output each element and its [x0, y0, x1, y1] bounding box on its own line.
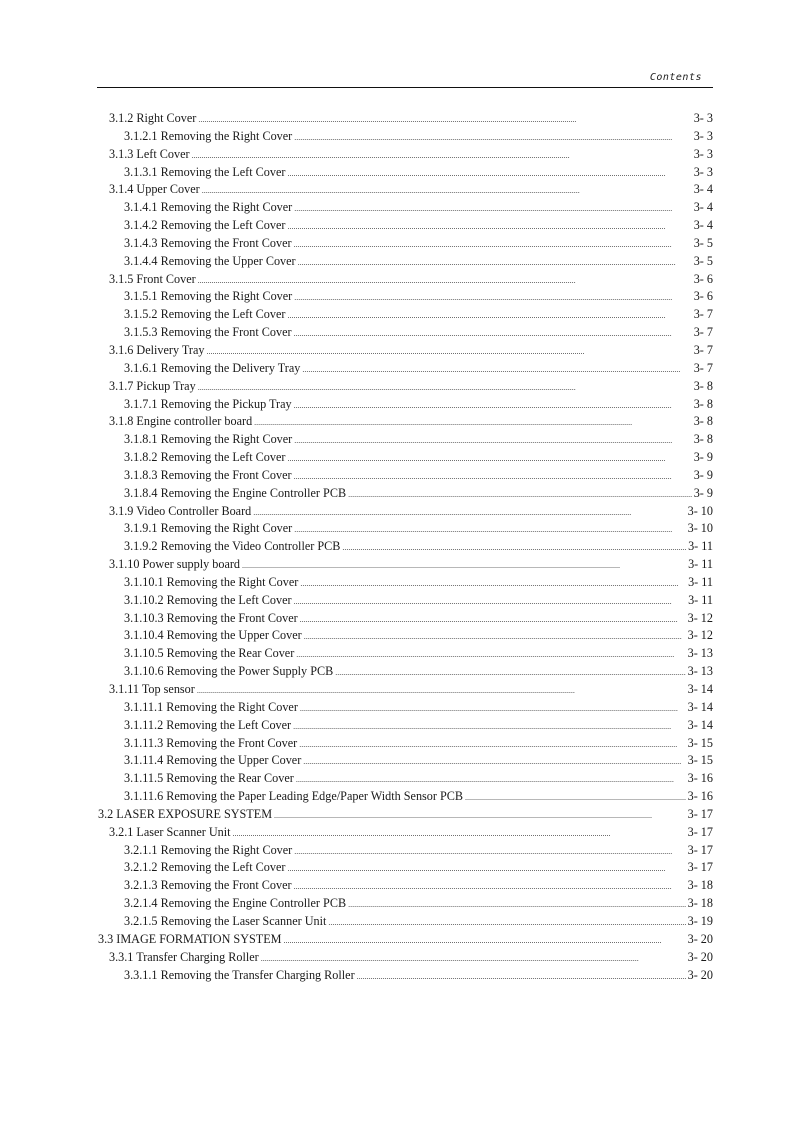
- toc-entry[interactable]: [97, 342, 713, 360]
- toc-entry-page: 3- 7: [693, 325, 713, 340]
- toc-entry-page: 3- 11: [688, 539, 713, 554]
- toc-dot-leader: [284, 932, 686, 950]
- toc-entry[interactable]: [97, 110, 713, 128]
- toc-dot-leader: [328, 914, 685, 932]
- toc-entry-page: 3- 3: [693, 111, 713, 125]
- toc-dot-leader: [287, 307, 691, 325]
- toc-entry-label: 3.1.11.6 Removing the Paper Leading Edge/Paper Width Sensor PCB: [124, 789, 464, 804]
- toc-entry-label: 3.1.10 Power supply board: [109, 557, 241, 572]
- toc-entry[interactable]: [97, 895, 713, 913]
- toc-entry[interactable]: [97, 146, 713, 164]
- toc-entry[interactable]: [97, 967, 713, 985]
- toc-entry-label: 3.2.1 Laser Scanner Unit: [109, 824, 231, 839]
- toc-entry-page: 3- 7: [693, 342, 713, 357]
- toc-dot-leader: [287, 860, 685, 878]
- toc-entry-label: 3.1.4.3 Removing the Front Cover: [124, 235, 292, 250]
- toc-entry-page: 3- 11: [688, 574, 713, 589]
- toc-entry-page: 3- 5: [693, 253, 713, 268]
- toc-dot-leader: [233, 825, 686, 843]
- toc-dot-leader: [294, 521, 685, 539]
- toc-entry-label: 3.1.5.3 Removing the Front Cover: [124, 325, 292, 340]
- toc-entry-label: 3.1.7.1 Removing the Pickup Tray: [124, 396, 292, 411]
- toc-dot-leader: [357, 968, 686, 986]
- toc-entry-label: 3.1.10.4 Removing the Upper Cover: [124, 628, 302, 643]
- toc-dot-leader: [294, 468, 692, 486]
- toc-entry-label: 3.2.1.3 Removing the Front Cover: [124, 878, 292, 893]
- toc-dot-leader: [261, 950, 686, 968]
- toc-entry-label: 3.1.8.1 Removing the Right Cover: [124, 432, 293, 447]
- toc-entry-page: 3- 12: [687, 610, 713, 625]
- toc-entry[interactable]: [97, 717, 713, 735]
- toc-entry[interactable]: [97, 164, 713, 182]
- toc-entry-page: 3- 13: [687, 664, 713, 679]
- toc-entry-label: 3.1.10.5 Removing the Rear Cover: [124, 646, 295, 661]
- toc-entry-label: 3.3 IMAGE FORMATION SYSTEM: [98, 931, 282, 946]
- toc-entry-page: 3- 9: [693, 450, 713, 465]
- toc-entry-page: 3- 6: [693, 289, 713, 304]
- toc-entry[interactable]: [97, 877, 713, 895]
- toc-entry-label: 3.1.11 Top sensor: [109, 682, 195, 696]
- toc-entry[interactable]: [97, 627, 713, 645]
- toc-entry[interactable]: [97, 324, 713, 342]
- toc-entry[interactable]: [97, 271, 713, 289]
- toc-entry[interactable]: [97, 931, 713, 949]
- toc-entry[interactable]: [97, 842, 713, 860]
- toc-entry-page: 3- 16: [687, 771, 713, 786]
- toc-dot-leader: [192, 147, 692, 165]
- toc-entry-page: 3- 14: [687, 682, 713, 696]
- toc-dot-leader: [348, 896, 686, 914]
- toc-entry-page: 3- 16: [687, 789, 713, 804]
- toc-entry-page: 3- 20: [687, 931, 713, 946]
- toc-entry-label: 3.1.6.1 Removing the Delivery Tray: [124, 360, 301, 375]
- toc-dot-leader: [197, 682, 686, 700]
- toc-entry-page: 3- 14: [687, 717, 713, 732]
- toc-dot-leader: [299, 736, 685, 754]
- toc-entry[interactable]: [97, 806, 713, 824]
- toc-entry[interactable]: [97, 431, 713, 449]
- toc-entry[interactable]: [97, 128, 713, 146]
- toc-entry[interactable]: [97, 520, 713, 538]
- toc-entry-label: 3.1.4 Upper Cover: [109, 182, 200, 197]
- toc-entry[interactable]: [97, 681, 713, 699]
- toc-dot-leader: [294, 200, 691, 218]
- toc-dot-leader: [287, 165, 691, 183]
- toc-dot-leader: [294, 325, 692, 343]
- toc-entry-page: 3- 5: [693, 235, 713, 250]
- toc-entry-page: 3- 9: [693, 467, 713, 482]
- toc-dot-leader: [296, 646, 685, 664]
- toc-dot-leader: [198, 272, 692, 290]
- toc-dot-leader: [294, 432, 691, 450]
- toc-entry[interactable]: [97, 556, 713, 574]
- toc-entry[interactable]: [97, 610, 713, 628]
- toc-dot-leader: [303, 753, 685, 771]
- toc-entry-label: 3.1.4.4 Removing the Upper Cover: [124, 253, 296, 268]
- toc-entry-page: 3- 19: [687, 913, 713, 928]
- toc-dot-leader: [300, 700, 686, 718]
- toc-entry[interactable]: [97, 788, 713, 806]
- toc-entry[interactable]: [97, 752, 713, 770]
- toc-entry-page: 3- 3: [693, 128, 713, 143]
- toc-entry-label: 3.2.1.2 Removing the Left Cover: [124, 860, 286, 875]
- toc-entry[interactable]: [97, 253, 713, 271]
- toc-entry-label: 3.1.11.3 Removing the Front Cover: [124, 735, 298, 750]
- toc-entry-label: 3.3.1 Transfer Charging Roller: [109, 949, 259, 964]
- toc-entry-page: 3- 11: [688, 592, 713, 607]
- toc-entry-label: 3.1.11.5 Removing the Rear Cover: [124, 771, 294, 786]
- toc-dot-leader: [242, 557, 686, 575]
- toc-entry-label: 3.2.1.4 Removing the Engine Controller PCB: [124, 896, 347, 911]
- toc-entry-label: 3.1.6 Delivery Tray: [109, 342, 205, 357]
- toc-entry-page: 3- 8: [693, 378, 713, 393]
- toc-entry[interactable]: [97, 770, 713, 788]
- toc-entry-label: 3.1.5.2 Removing the Left Cover: [124, 307, 286, 322]
- toc-entry[interactable]: [97, 663, 713, 681]
- toc-entry-page: 3- 20: [687, 967, 713, 982]
- toc-entry-label: 3.2.1.1 Removing the Right Cover: [124, 842, 293, 857]
- toc-entry[interactable]: [97, 199, 713, 217]
- toc-entry[interactable]: [97, 824, 713, 842]
- toc-entry-label: 3.1.5 Front Cover: [109, 271, 196, 286]
- toc-dot-leader: [198, 111, 691, 129]
- toc-entry[interactable]: [97, 181, 713, 199]
- toc-entry-page: 3- 4: [693, 200, 713, 215]
- toc-dot-leader: [294, 397, 692, 415]
- toc-entry-page: 3- 17: [687, 842, 713, 857]
- toc-entry[interactable]: [97, 699, 713, 717]
- toc-dot-leader: [293, 718, 686, 736]
- toc-entry-label: 3.1.10.2 Removing the Left Cover: [124, 592, 292, 607]
- toc-entry-label: 3.1.10.6 Removing the Power Supply PCB: [124, 664, 334, 679]
- toc-entry[interactable]: [97, 217, 713, 235]
- toc-dot-leader: [198, 379, 692, 397]
- toc-dot-leader: [274, 807, 686, 825]
- toc-entry-label: 3.1.4.2 Removing the Left Cover: [124, 218, 286, 233]
- toc-entry-label: 3.1.8.2 Removing the Left Cover: [124, 450, 286, 465]
- toc-dot-leader: [342, 539, 686, 557]
- toc-dot-leader: [300, 611, 686, 629]
- toc-entry-page: 3- 17: [687, 806, 713, 821]
- page-header: [97, 70, 712, 88]
- toc-entry-label: 3.1.5.1 Removing the Right Cover: [124, 289, 293, 304]
- toc-entry-page: 3- 4: [693, 218, 713, 233]
- toc-entry-page: 3- 18: [687, 878, 713, 893]
- toc-dot-leader: [296, 771, 686, 789]
- toc-entry-label: 3.1.11.2 Removing the Left Cover: [124, 717, 292, 732]
- toc-entry[interactable]: [97, 538, 713, 556]
- toc-dot-leader: [294, 236, 692, 254]
- toc-entry[interactable]: [97, 949, 713, 967]
- toc-entry-label: 3.1.11.1 Removing the Right Cover: [124, 699, 298, 714]
- toc-dot-leader: [348, 486, 692, 504]
- toc-dot-leader: [287, 450, 691, 468]
- toc-dot-leader: [300, 575, 686, 593]
- toc-entry-label: 3.1.10.3 Removing the Front Cover: [124, 610, 298, 625]
- toc-entry-page: 3- 8: [693, 432, 713, 447]
- toc-entry-page: 3- 8: [693, 414, 713, 429]
- toc-entry[interactable]: [97, 378, 713, 396]
- toc-entry-page: 3- 17: [687, 860, 713, 875]
- toc-entry-label: 3.1.8 Engine controller board: [109, 414, 253, 429]
- toc-entry-label: 3.1.10.1 Removing the Right Cover: [124, 574, 299, 589]
- toc-entry-page: 3- 8: [693, 396, 713, 411]
- toc-entry[interactable]: [97, 859, 713, 877]
- toc-entry[interactable]: [97, 306, 713, 324]
- toc-dot-leader: [287, 218, 691, 236]
- toc-entry-label: 3.1.3.1 Removing the Left Cover: [124, 164, 286, 179]
- toc-dot-leader: [304, 628, 686, 646]
- toc-entry-page: 3- 6: [693, 271, 713, 286]
- toc-entry-page: 3- 14: [687, 699, 713, 714]
- toc-entry-label: 3.1.9.2 Removing the Video Controller PCB: [124, 539, 341, 554]
- toc-entry-label: 3.1.9 Video Controller Board: [109, 503, 252, 518]
- toc-dot-leader: [335, 664, 685, 682]
- toc-entry-page: 3- 3: [693, 164, 713, 179]
- toc-entry[interactable]: [97, 913, 713, 931]
- toc-entry-label: 3.2 LASER EXPOSURE SYSTEM: [98, 806, 273, 821]
- toc-entry-page: 3- 13: [687, 646, 713, 661]
- toc-entry[interactable]: [97, 396, 713, 414]
- toc-entry-page: 3- 15: [687, 753, 713, 768]
- toc-entry[interactable]: [97, 574, 713, 592]
- toc-entry-page: 3- 11: [688, 557, 713, 572]
- toc-entry[interactable]: [97, 735, 713, 753]
- toc-entry-page: 3- 15: [687, 735, 713, 750]
- toc-entry-page: 3- 9: [693, 485, 713, 500]
- toc-entry-label: 3.1.4.1 Removing the Right Cover: [124, 200, 293, 215]
- toc-entry[interactable]: [97, 485, 713, 503]
- toc-entry-label: 3.1.2 Right Cover: [109, 111, 197, 125]
- toc-dot-leader: [294, 129, 691, 147]
- toc-entry[interactable]: [97, 288, 713, 306]
- toc-entry[interactable]: [97, 503, 713, 521]
- toc-entry[interactable]: [97, 467, 713, 485]
- toc-entry[interactable]: [97, 449, 713, 467]
- toc-entry-label: 3.1.7 Pickup Tray: [109, 378, 196, 393]
- toc-dot-leader: [298, 254, 692, 272]
- toc-entry-page: 3- 12: [687, 628, 713, 643]
- toc-dot-leader: [465, 789, 686, 807]
- toc-entry[interactable]: [97, 360, 713, 378]
- toc-entry-page: 3- 17: [687, 824, 713, 839]
- toc-dot-leader: [253, 504, 685, 522]
- toc-entry-label: 3.1.9.1 Removing the Right Cover: [124, 521, 293, 536]
- toc-entry-label: 3.1.8.3 Removing the Front Cover: [124, 467, 292, 482]
- toc-entry-page: 3- 18: [687, 896, 713, 911]
- toc-dot-leader: [302, 361, 691, 379]
- toc-dot-leader: [294, 843, 685, 861]
- toc-entry-page: 3- 10: [687, 521, 713, 536]
- toc-entry-page: 3- 10: [687, 503, 713, 518]
- toc-entry[interactable]: [97, 413, 713, 431]
- toc-entry[interactable]: [97, 235, 713, 253]
- toc-dot-leader: [294, 878, 686, 896]
- header-rule: [97, 87, 713, 88]
- toc-entry-label: 3.1.8.4 Removing the Engine Controller PCB: [124, 485, 347, 500]
- toc-dot-leader: [254, 414, 692, 432]
- toc-entry-label: 3.1.3 Left Cover: [109, 146, 190, 161]
- toc-dot-leader: [206, 343, 691, 361]
- toc-entry-page: 3- 20: [687, 949, 713, 964]
- toc-entry-label: 3.2.1.5 Removing the Laser Scanner Unit: [124, 913, 327, 928]
- toc-dot-leader: [294, 593, 687, 611]
- toc-entry-label: 3.3.1.1 Removing the Transfer Charging Roller: [124, 967, 355, 982]
- toc-entry-label: 3.1.2.1 Removing the Right Cover: [124, 128, 293, 143]
- toc-entry-page: 3- 3: [693, 146, 713, 161]
- toc-entry[interactable]: [97, 592, 713, 610]
- table-of-contents: [97, 110, 713, 984]
- toc-dot-leader: [202, 182, 692, 200]
- toc-dot-leader: [294, 289, 691, 307]
- header-title: Contents: [649, 72, 702, 83]
- toc-entry-page: 3- 7: [693, 360, 713, 375]
- toc-entry[interactable]: [97, 645, 713, 663]
- toc-entry-page: 3- 7: [693, 307, 713, 322]
- toc-entry-label: 3.1.11.4 Removing the Upper Cover: [124, 753, 302, 768]
- toc-entry-page: 3- 4: [693, 182, 713, 197]
